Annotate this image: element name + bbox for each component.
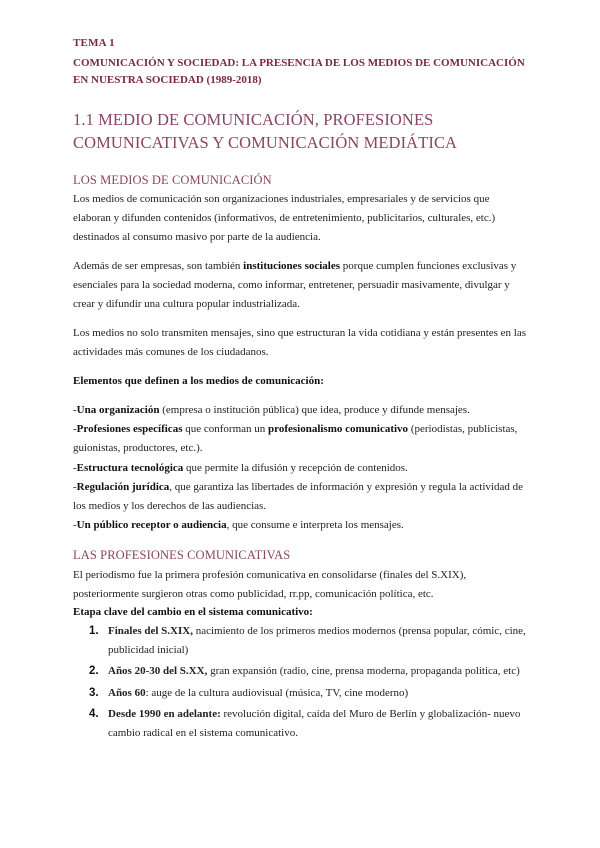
profesiones-paragraph: El periodismo fue la primera profesión comunicativa en consolidarse (finales del S.XIX), posteriormente surgieron otras como publicidad, rr.pp, comunicación política, etc.: [73, 569, 467, 601]
instituciones-sociales-term: instituciones sociales: [243, 260, 341, 272]
list-item: 1. Finales del S.XIX, nacimiento de los primeros medios modernos (prensa popular, cómic, cine, publicidad inicial): [89, 625, 526, 656]
stage-heading: Etapa clave del cambio en el sistema comunicativo:: [73, 606, 313, 618]
list-item: 2. Años 20-30 del S.XX, gran expansión (radio, cine, prensa moderna, propaganda política, etc): [89, 665, 520, 677]
list-item: 4. Desde 1990 en adelante: revolución digital, caída del Muro de Berlín y globalización- nuevo cambio radical en el sistema comunicativo.: [89, 708, 521, 739]
profesiones-heading: LAS PROFESIONES COMUNICATIVAS: [73, 548, 291, 562]
list-item: -Una organización (empresa o institución pública) que idea, produce y difunde mensajes.: [73, 404, 470, 416]
medios-heading: LOS MEDIOS DE COMUNICACIÓN: [73, 173, 272, 187]
list-item: -Profesiones específicas que conforman un profesionalismo comunicativo (periodistas, publicistas, guionistas, productores, etc.).: [73, 423, 518, 455]
list-item: -Estructura tecnológica que permite la difusión y recepción de contenidos.: [73, 461, 408, 474]
stages-list: [73, 622, 533, 745]
section-title: 1.1 MEDIO DE COMUNICACIÓN, PROFESIONES COMUNICATIVAS Y COMUNICACIÓN MEDIÁTICA: [73, 110, 458, 152]
list-item: -Regulación jurídica, que garantiza las libertades de información y expresión y regula la actividad de los medios y los derechos de las audiencias.: [73, 480, 523, 513]
list-item: 3. Años 60: auge de la cultura audiovisual (música, TV, cine moderno): [89, 686, 409, 699]
medios-paragraph-3: Los medios no solo transmiten mensajes, sino que estructuran la vida cotidiana y están presentes en las actividades más comunes de los ciudadanos.: [73, 327, 527, 359]
medios-paragraph-2: Además de ser empresas, son también instituciones sociales porque cumplen funciones exclusivas y esenciales para la sociedad moderna, como informar, entretener, persuadir masivamente, divulgar y crear y difundir una cultura popular industrializada.: [73, 260, 517, 311]
tema-label: TEMA 1: [73, 37, 115, 49]
elements-list: [73, 401, 531, 535]
list-item: -Un público receptor o audiencia, que consume e interpreta los mensajes.: [73, 519, 404, 532]
medios-paragraph-1: Los medios de comunicación son organizaciones industriales, empresariales y de servicios que elaboran y difunden contenidos (informativos, de entretenimiento, publicitarios, culturales, etc.) destinados al consumo masivo por parte de la audiencia.: [73, 193, 496, 244]
elements-heading: Elementos que definen a los medios de comunicación:: [73, 375, 324, 387]
tema-subtitle: COMUNICACIÓN Y SOCIEDAD: LA PRESENCIA DE LOS MEDIOS DE COMUNICACIÓN EN NUESTRA SOCIEDAD (1989-2018): [73, 57, 525, 86]
